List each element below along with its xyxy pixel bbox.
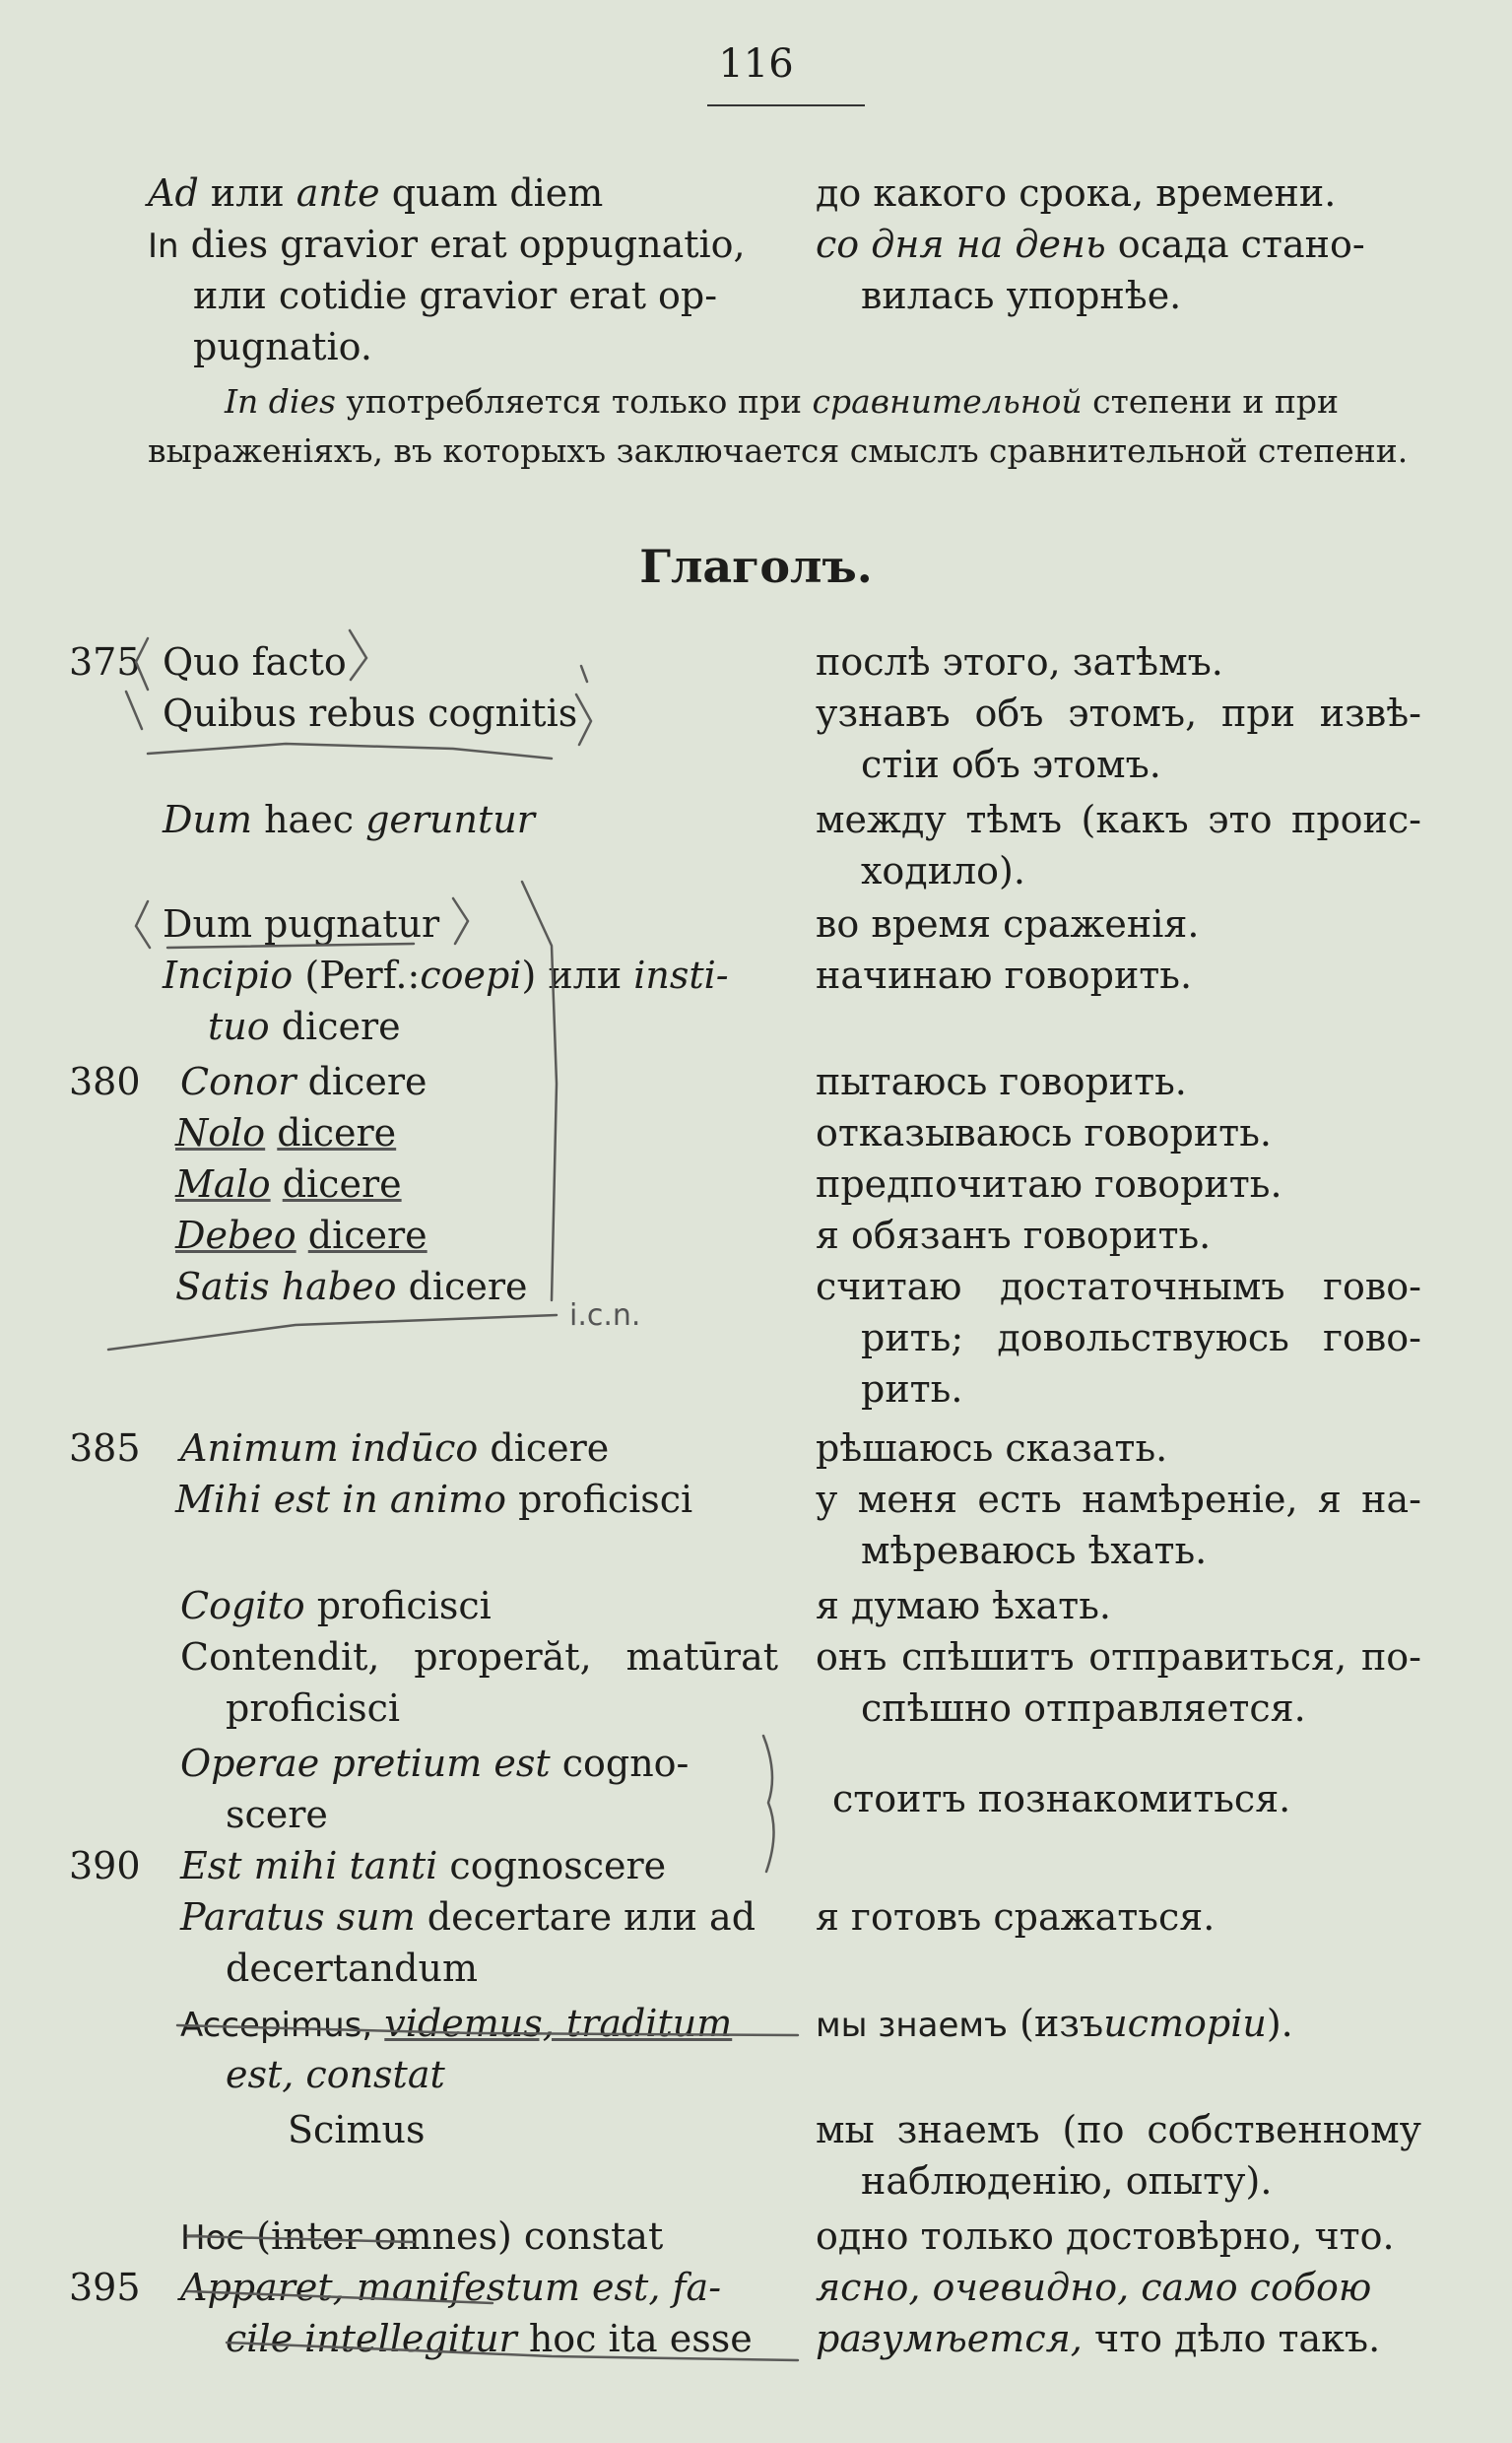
russian-term: зумѣется, — [861, 2317, 1083, 2360]
entry-est-mihi-tanti — [180, 1840, 811, 1891]
entry-debeo — [175, 1210, 806, 1261]
pencil-bracket-left — [136, 901, 150, 948]
entry-satis-habeo-translation-2: рить; довольствуюсь гово- — [861, 1316, 1421, 1359]
page-number-rule — [707, 104, 865, 106]
latin-term: Cogito — [180, 1584, 305, 1627]
usage-note-line-1 — [148, 376, 1418, 428]
top-latin-line-4: pugnatio. — [193, 325, 372, 368]
latin-term: Malo — [175, 1162, 271, 1206]
entry-number-385: 385 — [69, 1426, 141, 1470]
latin-term: geruntur — [365, 798, 535, 841]
entry-paratus-sum-cont: decertandum — [226, 1947, 478, 1990]
russian-text: что дѣло такъ. — [1093, 2317, 1381, 2360]
entry-operae-pretium-translation: стоитъ познакомиться. — [832, 1777, 1291, 1820]
latin-term: insti- — [633, 954, 729, 997]
latin-text: haec — [264, 798, 354, 841]
russian-term: мы знаемъ — [816, 2006, 1009, 2045]
russian-text: (изъ — [1019, 2002, 1104, 2045]
top-latin-line-1 — [148, 167, 778, 219]
entry-apparet-cont — [226, 2313, 856, 2364]
entry-apparet: Apparet, manifestum est, fa- — [180, 2266, 722, 2309]
note-term: In dies — [225, 382, 336, 421]
entry-apparet-translation-1: ясно, очевидно, само собою ра- — [816, 2266, 1372, 2360]
top-russian-line-1: до какого срока, времени. — [816, 171, 1337, 215]
entry-contendit-2: proficisci — [226, 1686, 401, 1730]
latin-text: dicere — [277, 1111, 397, 1155]
entry-cogito — [180, 1580, 811, 1631]
note-text: степени и при — [1092, 382, 1340, 421]
section-heading: Глаголъ. — [639, 540, 873, 593]
entry-contendit-translation-2: спѣшно отправляется. — [861, 1686, 1306, 1730]
entry-apparet-translation-2 — [816, 2313, 1472, 2364]
latin-text: ) или — [521, 954, 623, 997]
latin-text: (inter omnes) constat — [256, 2214, 664, 2258]
top-latin-line-2 — [148, 219, 778, 272]
latin-term: Mihi est in animo — [175, 1478, 507, 1521]
latin-term: Paratus sum — [180, 1895, 416, 1939]
entry-satis-habeo-translation-1: считаю достаточнымъ гово- — [816, 1265, 1421, 1308]
latin-text: dicere — [282, 1162, 402, 1206]
entry-number-395: 395 — [69, 2266, 141, 2309]
latin-text: decertare или ad — [427, 1895, 756, 1939]
latin-text: или — [210, 171, 285, 215]
entry-scimus: Scimus — [288, 2108, 426, 2151]
latin-text: (Perf.: — [304, 954, 421, 997]
entry-hoc-constat-translation: одно только достовѣрно, что. — [816, 2214, 1395, 2258]
entry-incipio-translation: начинаю говорить. — [816, 954, 1193, 997]
entry-malo — [175, 1158, 806, 1210]
entry-contendit-translation-1: онъ спѣшитъ отправиться, по- — [816, 1635, 1421, 1679]
entry-conor-translation: пытаюсь говорить. — [816, 1060, 1187, 1103]
latin-term: Accepimus, — [180, 2006, 373, 2045]
entry-scimus-translation-1: мы знаемъ (по собственному — [816, 2108, 1421, 2151]
latin-text: proficisci — [316, 1584, 492, 1627]
entry-scimus-translation-2: наблюденiю, опыту). — [861, 2159, 1273, 2203]
russian-term: со дня на день — [816, 223, 1106, 266]
entry-accepimus-cont: est, constat — [226, 2053, 445, 2096]
latin-text: dicere — [490, 1426, 610, 1470]
usage-note-line-2: выраженiяхъ, въ которыхъ заключается смыслъ сравнительной степени. — [148, 431, 1409, 470]
entry-animum-induco-translation: рѣшаюсь сказать. — [816, 1426, 1168, 1470]
latin-term: Conor — [180, 1060, 296, 1103]
latin-term: Dum — [163, 798, 252, 841]
latin-text: dicere — [307, 1214, 427, 1257]
entry-dum-haec-translation-1: между тѣмъ (какъ это проис- — [816, 798, 1421, 841]
top-russian-line-3: вилась упорнѣе. — [861, 274, 1182, 317]
russian-term: исторiи — [1103, 2002, 1267, 2045]
entry-nolo-translation: отказываюсь говорить. — [816, 1111, 1272, 1155]
latin-term: coepi — [420, 954, 522, 997]
entry-incipio-cont — [208, 1001, 838, 1052]
entry-operae-pretium — [180, 1738, 761, 1789]
entry-paratus-sum — [180, 1891, 811, 1943]
entry-accepimus — [180, 1998, 811, 2051]
entry-quo-facto-translation: послѣ этого, затѣмъ. — [816, 640, 1223, 684]
latin-text: dies gravior erat oppugnatio, — [190, 223, 746, 266]
entry-number-380: 380 — [69, 1060, 141, 1103]
entry-contendit-1: Contendit, properăt, matūrat — [180, 1635, 778, 1679]
entry-number-390: 390 — [69, 1844, 141, 1887]
top-latin-line-3: или cotidie gravior erat op- — [193, 274, 718, 317]
entry-accepimus-translation — [816, 1998, 1426, 2051]
note-term: сравнительной — [812, 382, 1083, 421]
latin-term: Hoc — [180, 2218, 245, 2258]
latin-text: dicere — [307, 1060, 427, 1103]
latin-term: cile intellegitur — [226, 2317, 517, 2360]
latin-text: cogno- — [561, 1742, 690, 1785]
pencil-underline — [108, 1315, 557, 1350]
entry-operae-pretium-cont: scere — [226, 1793, 328, 1836]
latin-term: videmus, traditum — [384, 2002, 733, 2045]
latin-text: proficisci — [518, 1478, 693, 1521]
latin-term: In — [148, 227, 179, 266]
entry-mihi-est-translation-1: у меня есть намѣренiе, я на- — [816, 1478, 1421, 1521]
latin-term: Animum indūco — [180, 1426, 479, 1470]
entry-malo-translation: предпочитаю говорить. — [816, 1162, 1282, 1206]
latin-text: dicere — [408, 1265, 528, 1308]
top-russian-line-2 — [816, 219, 1426, 270]
russian-text: ). — [1266, 2002, 1293, 2045]
entry-satis-habeo-translation-3: рить. — [861, 1367, 963, 1411]
entry-mihi-est-in-animo — [175, 1474, 806, 1525]
russian-text: осада стано- — [1117, 223, 1365, 266]
latin-term: tuo — [208, 1005, 270, 1048]
pencil-annotation: i.c.n. — [569, 1298, 641, 1333]
latin-text: dicere — [281, 1005, 401, 1048]
latin-term: Incipio — [163, 954, 294, 997]
pencil-underline — [148, 744, 552, 759]
entry-quibus-rebus-translation-2: стiи объ этомъ. — [861, 743, 1161, 786]
latin-text: cognoscere — [449, 1844, 667, 1887]
latin-term: Ad — [148, 171, 199, 215]
entry-dum-haec-translation-2: ходило). — [861, 849, 1025, 892]
latin-text: quam diem — [391, 171, 604, 215]
entry-dum-pugnatur: Dum pugnatur — [163, 902, 440, 946]
entry-incipio — [163, 950, 778, 1001]
entry-mihi-est-translation-2: мѣреваюсь ѣхать. — [861, 1529, 1208, 1572]
latin-term: Satis habeo — [175, 1265, 397, 1308]
latin-term: Est mihi tanti — [180, 1844, 438, 1887]
latin-term: Debeo — [175, 1214, 296, 1257]
latin-term: ante — [296, 171, 380, 215]
pencil-stroke — [126, 692, 142, 729]
entry-quibus-rebus-translation-1: узнавъ объ этомъ, при извѣ- — [816, 692, 1421, 735]
entry-dum-haec — [163, 794, 793, 845]
entry-number-375: 375 — [69, 640, 141, 684]
entry-satis-habeo — [175, 1261, 806, 1312]
entry-hoc-constat — [180, 2211, 811, 2264]
note-text: употребляется только при — [346, 382, 802, 421]
latin-term: Nolo — [175, 1111, 266, 1155]
entry-animum-induco — [180, 1422, 811, 1474]
latin-term: Operae pretium est — [180, 1742, 551, 1785]
latin-text: hoc ita esse — [528, 2317, 753, 2360]
entry-quo-facto: Quo facto — [163, 640, 347, 684]
entry-debeo-translation: я обязанъ говорить. — [816, 1214, 1212, 1257]
entry-nolo — [175, 1107, 806, 1158]
entry-cogito-translation: я думаю ѣхать. — [816, 1584, 1111, 1627]
entry-conor — [180, 1056, 811, 1107]
entry-paratus-sum-translation: я готовъ сражаться. — [816, 1895, 1216, 1939]
page-number: 116 — [718, 41, 794, 87]
entry-quibus-rebus: Quibus rebus cognitis — [163, 692, 578, 735]
entry-dum-pugnatur-translation: во время сраженiя. — [816, 902, 1200, 946]
